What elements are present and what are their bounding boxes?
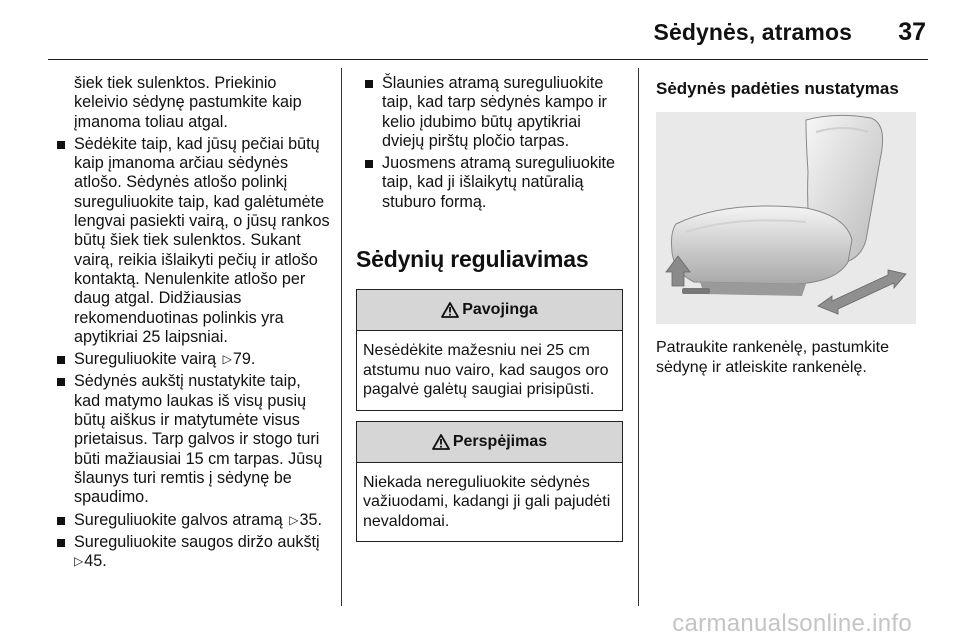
list-item-text: Sureguliuokite vairą	[74, 350, 217, 369]
subsection-heading: Sėdynės padėties nustatymas	[656, 79, 899, 98]
triangle-right-icon: ▷	[74, 554, 84, 569]
list-item	[48, 135, 330, 347]
page-number: 37	[898, 18, 926, 46]
bullet-icon	[57, 539, 65, 547]
illustration-caption: Patraukite rankenėlę, pastumkite sėdynę ir atleiskite rankenėlę.	[656, 339, 890, 376]
intro-paragraph: šiek tiek sulenktos. Priekinio keleivio sėdynę pastumkite kaip įmanoma toliau atgal.	[74, 74, 302, 131]
list-item-text: Sureguliuokite saugos diržo aukštį	[74, 532, 320, 551]
page-reference-link[interactable]: 35.	[299, 510, 323, 529]
list-item-text: Sureguliuokite galvos atramą	[74, 510, 283, 529]
warning-triangle-icon	[432, 434, 450, 450]
bullet-icon	[57, 356, 65, 364]
watermark: carmanualsonline.info	[672, 610, 912, 637]
danger-box-header	[357, 290, 622, 331]
list-item	[356, 74, 626, 151]
page-reference-link[interactable]: 79.	[232, 350, 256, 369]
right-column	[656, 74, 926, 377]
caution-box	[356, 421, 623, 543]
caution-box-header	[357, 422, 622, 463]
list-item-text: Juosmens atramą sureguliuokite taip, kad ji išlaikytų natūralią stuburo formą.	[382, 154, 616, 211]
list-item	[48, 533, 330, 572]
list-item	[48, 372, 330, 507]
page-header	[48, 14, 928, 58]
column-divider	[341, 68, 342, 606]
left-column	[48, 74, 330, 574]
column-divider	[638, 68, 639, 606]
danger-label: Pavojinga	[462, 301, 538, 319]
seat-adjustment-illustration	[656, 112, 916, 324]
danger-text: Nesėdėkite mažesniu nei 25 cm atstumu nuo vairo, kad saugos oro pagalvė galėtų saugiai prisipūsti.	[363, 342, 609, 399]
instruction-list	[48, 135, 330, 572]
warning-triangle-icon	[441, 302, 459, 318]
bullet-icon	[365, 80, 373, 88]
bullet-icon	[57, 141, 65, 149]
triangle-right-icon: ▷	[222, 352, 232, 367]
instruction-list	[356, 74, 626, 212]
seat-illustration-svg	[656, 112, 916, 324]
section-heading: Sėdynių reguliavimas	[356, 246, 589, 273]
list-item-text: Sėdynės aukštį nustatykite taip, kad matymo laukas iš visų pusių būtų aiškus ir matytumėte visus prietaisus. Tarp galvos ir stogo turi būti mažiausiai 15 cm tarpas. Jūsų šlaunys turi remtis į sėdynę be spaudimo.	[74, 372, 323, 507]
list-item	[48, 350, 330, 369]
header-rule	[48, 59, 928, 60]
danger-box	[356, 289, 623, 411]
bullet-icon	[57, 517, 65, 525]
middle-column	[356, 74, 626, 542]
list-item-text: Sėdėkite taip, kad jūsų pečiai būtų kaip įmanoma arčiau sėdynės atlošo. Sėdynės atlošo polinkį sureguliuokite taip, kad galėtumėte lengvai pasiekti vairą, o jūsų rankos būtų šiek tiek sulenktos. Sukant vairą, reikia išlaikyti pečių ir atlošo kontaktą. Nenulenkite atlošo per daug atgal. Didžiausias rekomenduotinas polinkis yra apytikriai 25 laipsniai.	[74, 134, 330, 346]
list-item-text: Šlaunies atramą sureguliuokite taip, kad tarp sėdynės kampo ir kelio įdubimo būtų apytikriai dviejų pirštų pločio tarpas.	[382, 74, 607, 150]
page-title: Sėdynės, atramos	[653, 19, 852, 45]
caution-label: Perspėjimas	[452, 432, 548, 450]
bullet-icon	[57, 378, 65, 386]
caution-text: Niekada nereguliuokite sėdynės važiuodami, kadangi ji gali pajudėti nevaldomai.	[363, 473, 611, 530]
list-item	[356, 154, 626, 212]
triangle-right-icon: ▷	[289, 512, 299, 527]
bullet-icon	[365, 160, 373, 168]
page-reference-link[interactable]: 45.	[84, 552, 107, 571]
list-item	[48, 511, 330, 530]
